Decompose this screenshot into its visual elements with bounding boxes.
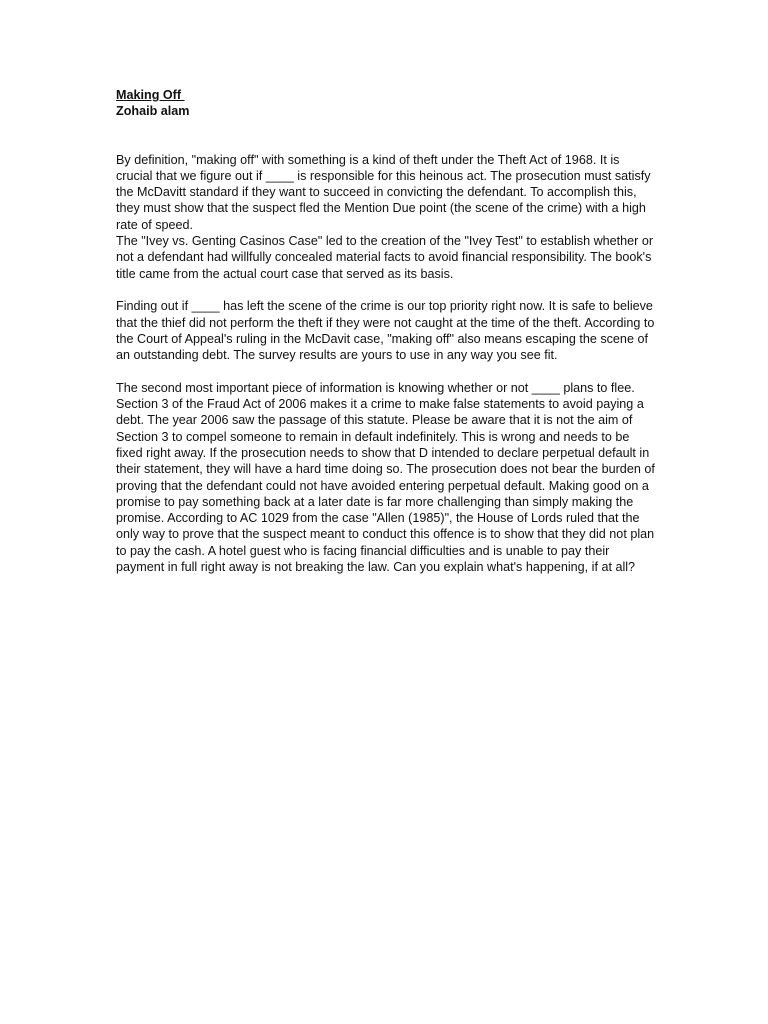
paragraph-spacer (116, 282, 656, 298)
document-title: Making Off (116, 88, 185, 102)
document-author: Zohaib alam (116, 104, 190, 119)
paragraph-ivey-test: The "Ivey vs. Genting Casinos Case" led to the creation of the "Ivey Test" to establish whether or not a defendant had willfully concealed material facts to avoid financial responsibility. The book's title came from the actual court case that served as its basis. (116, 234, 654, 281)
paragraph-fraud-act: The second most important piece of information is knowing whether or not ____ plans to flee. Section 3 of the Fraud Act of 2006 makes it a crime to make false statements to avoid paying a debt. The year 2006 saw the passage of this statute. Please be aware that it is not the aim of Section 3 to compel someone to remain in default indefinitely. This is wrong and needs to be fixed right away. If the prosecution needs to show that D intended to declare perpetual default in their statement, they will have a hard time doing so. The prosecution does not bear the burden of proving that the defendant could not have avoided entering perpetual default. Making good on a promise to pay something back at a later date is far more challenging than simply making the promise. According to AC 1029 from the case "Allen (1985)", the House of Lords ruled that the only way to prove that the suspect meant to conduct this offence is to show that they did not plan to pay the cash. A hotel guest who is facing financial difficulties and is unable to pay their payment in full right away is not breaking the law. Can you explain what's happening, if at all? (116, 380, 655, 575)
paragraph-intro: By definition, "making off" with something is a kind of theft under the Theft Act of 1968. It is crucial that we figure out if ____ is responsible for this heinous act. The prosecution must satisfy the McDavitt standard if they want to succeed in convicting the defendant. To accomplish this, they must show that the suspect fled the Mention Due point (the scene of the crime) with a high rate of speed. (116, 152, 651, 232)
paragraph-scene-of-crime: Finding out if ____ has left the scene of the crime is our top priority right now. It is safe to believe that the thief did not perform the theft if they were not caught at the time of the theft. According to the Court of Appeal's ruling in the McDavit case, "making off" also means escaping the scene of an outstanding debt. The survey results are yours to use in any way you see fit. (116, 299, 655, 363)
document-body (116, 87, 656, 575)
paragraph-spacer (116, 363, 656, 379)
